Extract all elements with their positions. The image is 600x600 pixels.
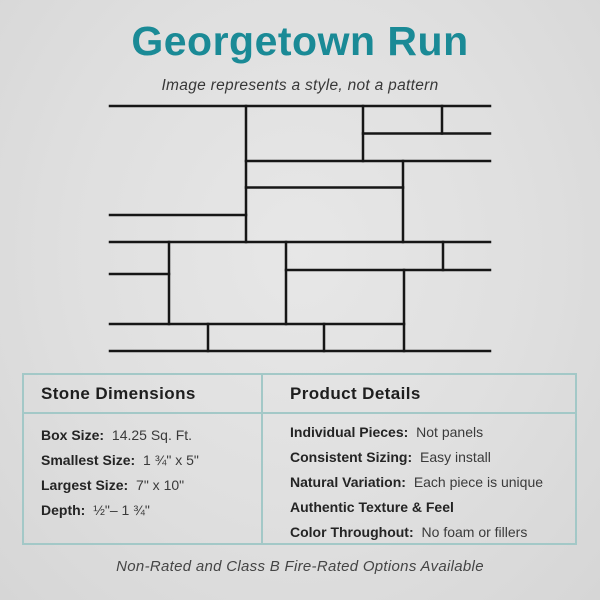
spec-label: Authentic Texture & Feel <box>290 499 454 515</box>
spec-value: Not panels <box>416 424 484 440</box>
spec-label: Largest Size: <box>41 477 129 493</box>
spec-value: ½"– 1 ¾" <box>93 502 150 518</box>
spec-value: Easy install <box>420 449 491 465</box>
spec-row <box>41 448 255 473</box>
spec-label: Consistent Sizing: <box>290 449 413 465</box>
spec-value: 1 ¾" x 5" <box>143 452 199 468</box>
spec-table <box>22 373 577 545</box>
stone-dimensions-header: Stone Dimensions <box>24 375 261 414</box>
spec-label: Smallest Size: <box>41 452 136 468</box>
spec-row <box>290 420 569 445</box>
stone-dimensions-column <box>24 375 261 545</box>
spec-label: Box Size: <box>41 427 105 443</box>
style-disclaimer-subtitle: Image represents a style, not a pattern <box>161 77 439 94</box>
spec-label: Color Throughout: <box>290 524 414 540</box>
spec-row <box>41 473 255 498</box>
spec-row <box>290 520 569 545</box>
spec-value: No foam or fillers <box>421 524 528 540</box>
fire-rating-footer-note: Non-Rated and Class B Fire-Rated Options Available <box>116 558 484 575</box>
spec-row <box>290 470 569 495</box>
product-details-rows <box>263 414 575 545</box>
stone-dimensions-rows <box>24 414 261 523</box>
product-details-header: Product Details <box>263 375 575 414</box>
spec-label: Natural Variation: <box>290 474 406 490</box>
spec-row <box>41 423 255 448</box>
spec-label: Depth: <box>41 502 86 518</box>
spec-row <box>290 445 569 470</box>
page-title: Georgetown Run <box>131 18 469 64</box>
spec-label: Individual Pieces: <box>290 424 409 440</box>
spec-row <box>290 495 569 520</box>
spec-row <box>41 498 255 523</box>
spec-value: Each piece is unique <box>413 474 544 490</box>
spec-value: 14.25 Sq. Ft. <box>111 427 193 443</box>
product-details-column <box>261 375 575 545</box>
spec-value: 7" x 10" <box>136 477 185 493</box>
